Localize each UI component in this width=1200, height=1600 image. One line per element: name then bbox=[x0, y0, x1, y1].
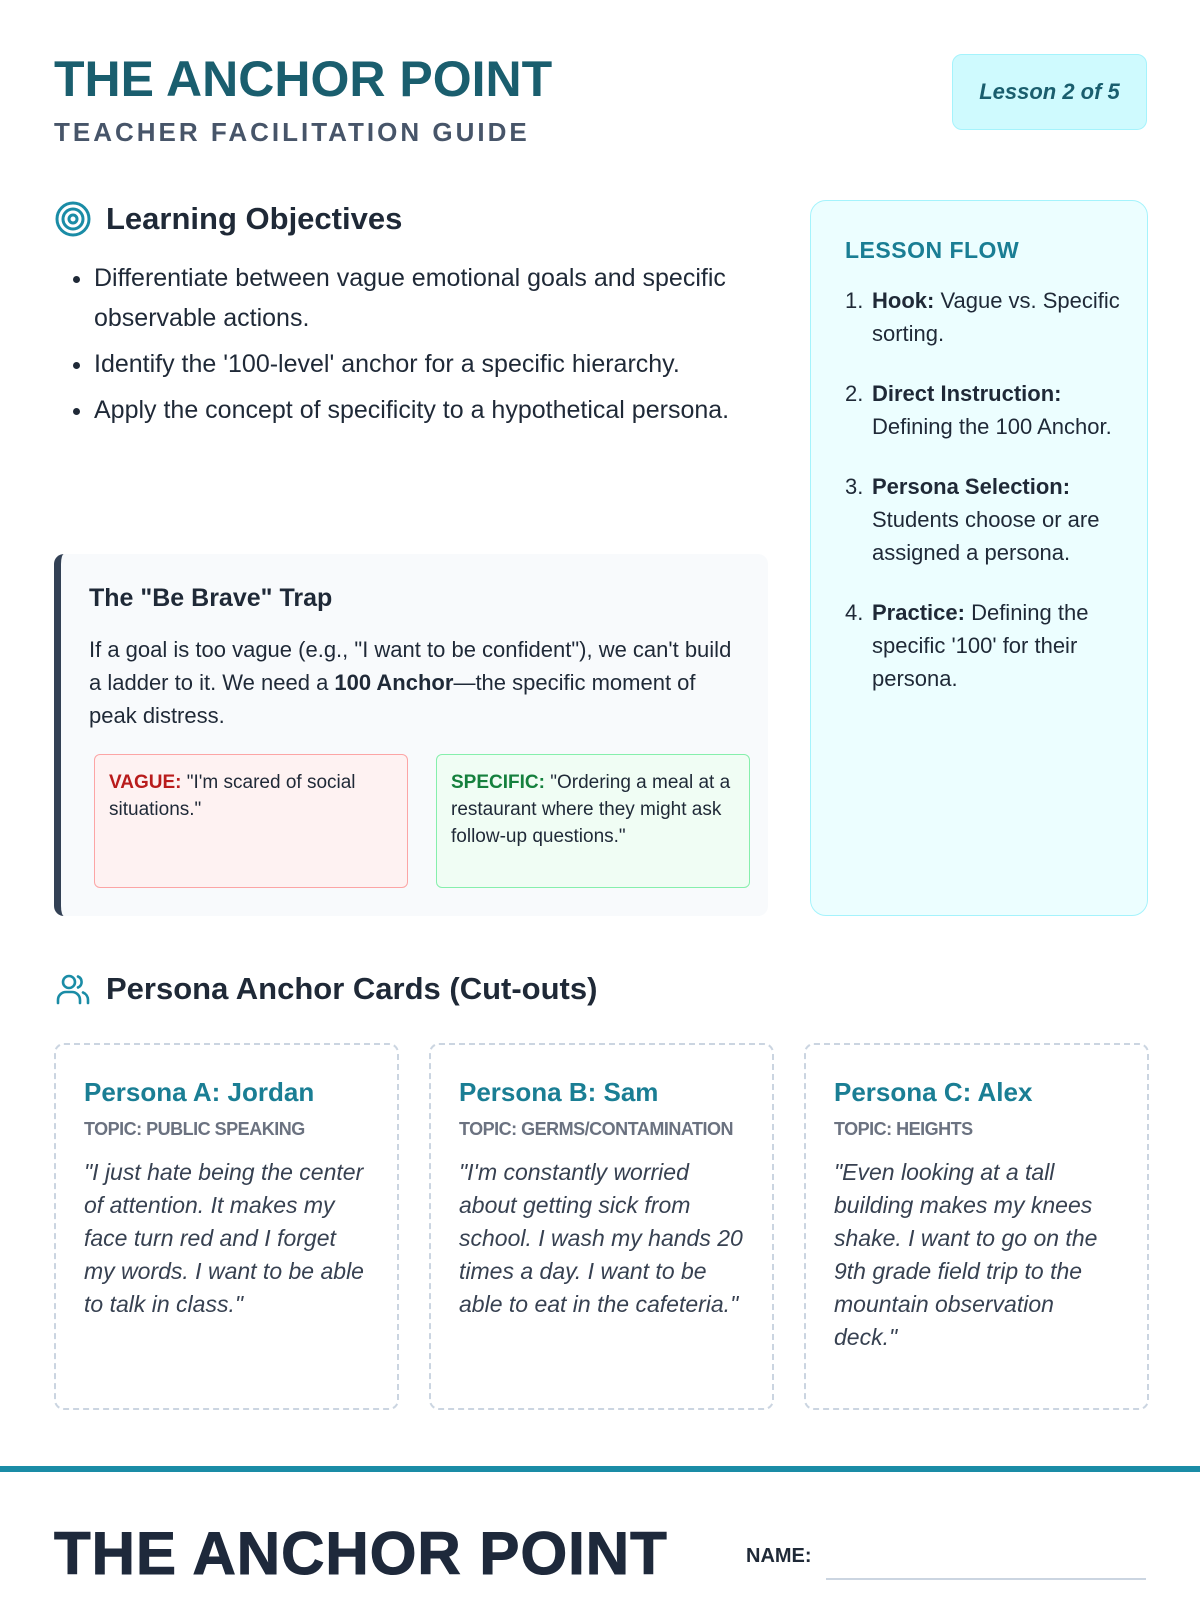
trap-text bbox=[89, 633, 742, 732]
flow-step-label: Hook: bbox=[872, 288, 935, 313]
specific-text: "Ordering a meal at a restaurant where they might ask follow-up questions." bbox=[451, 772, 731, 847]
persona-card bbox=[804, 1043, 1149, 1410]
page-divider bbox=[0, 1466, 1200, 1472]
page-header bbox=[54, 52, 552, 148]
persona-quote: "I'm constantly worried about getting sick from school. I wash my hands 20 times a day. I want to be able to eat in the cafeteria." bbox=[459, 1159, 743, 1317]
name-label: NAME: bbox=[746, 1545, 812, 1567]
objective-item: • Apply the concept of specificity to a hypothetical persona. bbox=[94, 390, 774, 430]
persona-cards bbox=[54, 1043, 1149, 1410]
example-row bbox=[94, 754, 750, 888]
name-input-line[interactable] bbox=[826, 1578, 1146, 1580]
page-title: THE ANCHOR POINT bbox=[54, 51, 553, 107]
lesson-flow-list bbox=[845, 284, 1123, 695]
flow-step-text: Students choose or are assigned a persona. bbox=[872, 507, 1100, 565]
target-icon bbox=[54, 200, 92, 238]
objectives-list bbox=[54, 258, 774, 430]
vague-example-box bbox=[94, 754, 408, 888]
persona-card bbox=[429, 1043, 774, 1410]
objectives-heading: Learning Objectives bbox=[106, 201, 403, 236]
lesson-flow-title: LESSON FLOW bbox=[845, 237, 1020, 263]
flow-step-number: 4. bbox=[845, 600, 864, 625]
persona-topic: TOPIC: PUBLIC SPEAKING bbox=[84, 1119, 305, 1139]
flow-step-number: 1. bbox=[845, 288, 864, 313]
lesson-badge: Lesson 2 of 5 bbox=[952, 54, 1147, 130]
flow-step-text: Vague vs. Specific sorting. bbox=[872, 288, 1120, 346]
specific-label: SPECIFIC: bbox=[451, 772, 545, 793]
trap-text-bold: 100 Anchor bbox=[334, 670, 454, 695]
persona-name: Persona B: Sam bbox=[459, 1077, 659, 1107]
trap-title: The "Be Brave" Trap bbox=[89, 584, 333, 612]
persona-name: Persona C: Alex bbox=[834, 1077, 1033, 1107]
persona-section-header bbox=[54, 970, 1154, 1008]
persona-topic: TOPIC: HEIGHTS bbox=[834, 1119, 973, 1139]
vague-label: VAGUE: bbox=[109, 772, 182, 793]
trap-text-after: —the specific moment of peak distress. bbox=[89, 670, 696, 728]
objective-item: • Identify the '100-level' anchor for a specific hierarchy. bbox=[94, 344, 774, 384]
flow-step-label: Direct Instruction: bbox=[872, 381, 1062, 406]
flow-step-text: Defining the 100 Anchor. bbox=[872, 414, 1112, 439]
persona-card bbox=[54, 1043, 399, 1410]
flow-step-label: Practice: bbox=[872, 600, 965, 625]
vague-text: "I'm scared of social situations." bbox=[109, 772, 356, 820]
flow-step-label: Persona Selection: bbox=[872, 474, 1071, 499]
be-brave-trap-callout bbox=[54, 554, 768, 916]
flow-step-number: 2. bbox=[845, 381, 864, 406]
flow-step bbox=[845, 470, 1123, 569]
persona-quote: "I just hate being the center of attention. It makes my face turn red and I forget my words. I want to be able to talk in class." bbox=[84, 1159, 364, 1317]
users-icon bbox=[54, 970, 92, 1008]
flow-step-text: Defining the specific '100' for their persona. bbox=[872, 600, 1089, 691]
flow-step bbox=[845, 284, 1123, 350]
persona-heading-row bbox=[54, 970, 1154, 1008]
footer-title: THE ANCHOR POINT bbox=[54, 1520, 668, 1587]
lesson-flow-panel bbox=[810, 200, 1148, 916]
page-subtitle: TEACHER FACILITATION GUIDE bbox=[54, 117, 530, 147]
objectives-heading-row bbox=[54, 200, 774, 238]
persona-quote: "Even looking at a tall building makes my knees shake. I want to go on the 9th grade field trip to the mountain observation deck." bbox=[834, 1159, 1098, 1350]
flow-step-number: 3. bbox=[845, 474, 864, 499]
persona-name: Persona A: Jordan bbox=[84, 1077, 315, 1107]
learning-objectives-section bbox=[54, 200, 774, 436]
flow-step bbox=[845, 596, 1123, 695]
trap-text-before: If a goal is too vague (e.g., "I want to be confident"), we can't build a ladder to it. We need a bbox=[89, 637, 732, 695]
flow-step bbox=[845, 377, 1123, 443]
persona-topic: TOPIC: GERMS/CONTAMINATION bbox=[459, 1119, 733, 1139]
persona-heading: Persona Anchor Cards (Cut-outs) bbox=[106, 971, 598, 1006]
objective-item: • Differentiate between vague emotional goals and specific observable actions. bbox=[94, 258, 774, 338]
specific-example-box bbox=[436, 754, 750, 888]
